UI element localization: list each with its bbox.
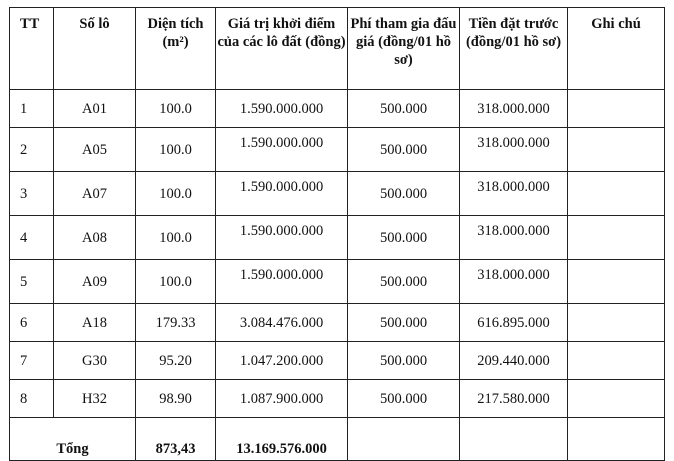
cell-area: 100.0: [136, 260, 216, 304]
cell-value: 1.590.000.000: [216, 90, 348, 128]
total-area: 873,43: [136, 418, 216, 461]
cell-note: [568, 216, 665, 260]
header-fee: Phí tham gia đấu giá (đồng/01 hồ sơ): [348, 8, 460, 90]
cell-note: [568, 128, 665, 172]
cell-deposit: 616.895.000: [460, 304, 568, 342]
cell-tt: 4: [10, 216, 54, 260]
cell-lot: A08: [54, 216, 136, 260]
table-row: [10, 260, 665, 304]
header-area: Diện tích (m²): [136, 8, 216, 90]
cell-value: 1.590.000.000: [216, 260, 348, 304]
cell-value: 1.590.000.000: [216, 172, 348, 216]
table-row: [10, 304, 665, 342]
auction-lots-table: [9, 7, 665, 461]
cell-area: 100.0: [136, 216, 216, 260]
cell-tt: 5: [10, 260, 54, 304]
table-body: [10, 90, 665, 418]
cell-fee: 500.000: [348, 304, 460, 342]
table-row: [10, 172, 665, 216]
cell-fee: 500.000: [348, 380, 460, 418]
cell-lot: A09: [54, 260, 136, 304]
cell-note: [568, 342, 665, 380]
cell-tt: 7: [10, 342, 54, 380]
cell-note: [568, 304, 665, 342]
header-tt: TT: [10, 8, 54, 90]
table-row: [10, 342, 665, 380]
cell-lot: A07: [54, 172, 136, 216]
cell-deposit: 209.440.000: [460, 342, 568, 380]
total-fee: [348, 418, 460, 461]
cell-fee: 500.000: [348, 172, 460, 216]
header-value: Giá trị khởi điểm của các lô đất (đồng): [216, 8, 348, 90]
cell-note: [568, 380, 665, 418]
header-deposit: Tiền đặt trước (đồng/01 hồ sơ): [460, 8, 568, 90]
cell-lot: G30: [54, 342, 136, 380]
cell-value: 1.047.200.000: [216, 342, 348, 380]
total-note: [568, 418, 665, 461]
cell-fee: 500.000: [348, 128, 460, 172]
cell-tt: 1: [10, 90, 54, 128]
cell-fee: 500.000: [348, 260, 460, 304]
cell-lot: A05: [54, 128, 136, 172]
cell-note: [568, 260, 665, 304]
cell-tt: 2: [10, 128, 54, 172]
table-row: [10, 128, 665, 172]
cell-lot: A01: [54, 90, 136, 128]
cell-tt: 8: [10, 380, 54, 418]
cell-fee: 500.000: [348, 90, 460, 128]
cell-tt: 3: [10, 172, 54, 216]
cell-deposit: 217.580.000: [460, 380, 568, 418]
cell-fee: 500.000: [348, 216, 460, 260]
cell-deposit: 318.000.000: [460, 216, 568, 260]
cell-note: [568, 172, 665, 216]
table-row: [10, 380, 665, 418]
total-label: Tổng: [10, 418, 136, 461]
header-note: Ghi chú: [568, 8, 665, 90]
total-deposit: [460, 418, 568, 461]
cell-area: 100.0: [136, 128, 216, 172]
cell-note: [568, 90, 665, 128]
cell-value: 1.590.000.000: [216, 128, 348, 172]
cell-value: 3.084.476.000: [216, 304, 348, 342]
cell-value: 1.087.900.000: [216, 380, 348, 418]
table-row: [10, 216, 665, 260]
cell-deposit: 318.000.000: [460, 90, 568, 128]
cell-lot: A18: [54, 304, 136, 342]
cell-deposit: 318.000.000: [460, 260, 568, 304]
cell-lot: H32: [54, 380, 136, 418]
table-header: [10, 8, 665, 90]
cell-area: 179.33: [136, 304, 216, 342]
cell-area: 98.90: [136, 380, 216, 418]
cell-value: 1.590.000.000: [216, 216, 348, 260]
table-row: [10, 90, 665, 128]
table-footer: [10, 418, 665, 461]
header-lot: Số lô: [54, 8, 136, 90]
total-value: 13.169.576.000: [216, 418, 348, 461]
cell-deposit: 318.000.000: [460, 172, 568, 216]
cell-area: 100.0: [136, 90, 216, 128]
cell-area: 95.20: [136, 342, 216, 380]
cell-deposit: 318.000.000: [460, 128, 568, 172]
total-row: [10, 418, 665, 461]
cell-fee: 500.000: [348, 342, 460, 380]
cell-area: 100.0: [136, 172, 216, 216]
cell-tt: 6: [10, 304, 54, 342]
